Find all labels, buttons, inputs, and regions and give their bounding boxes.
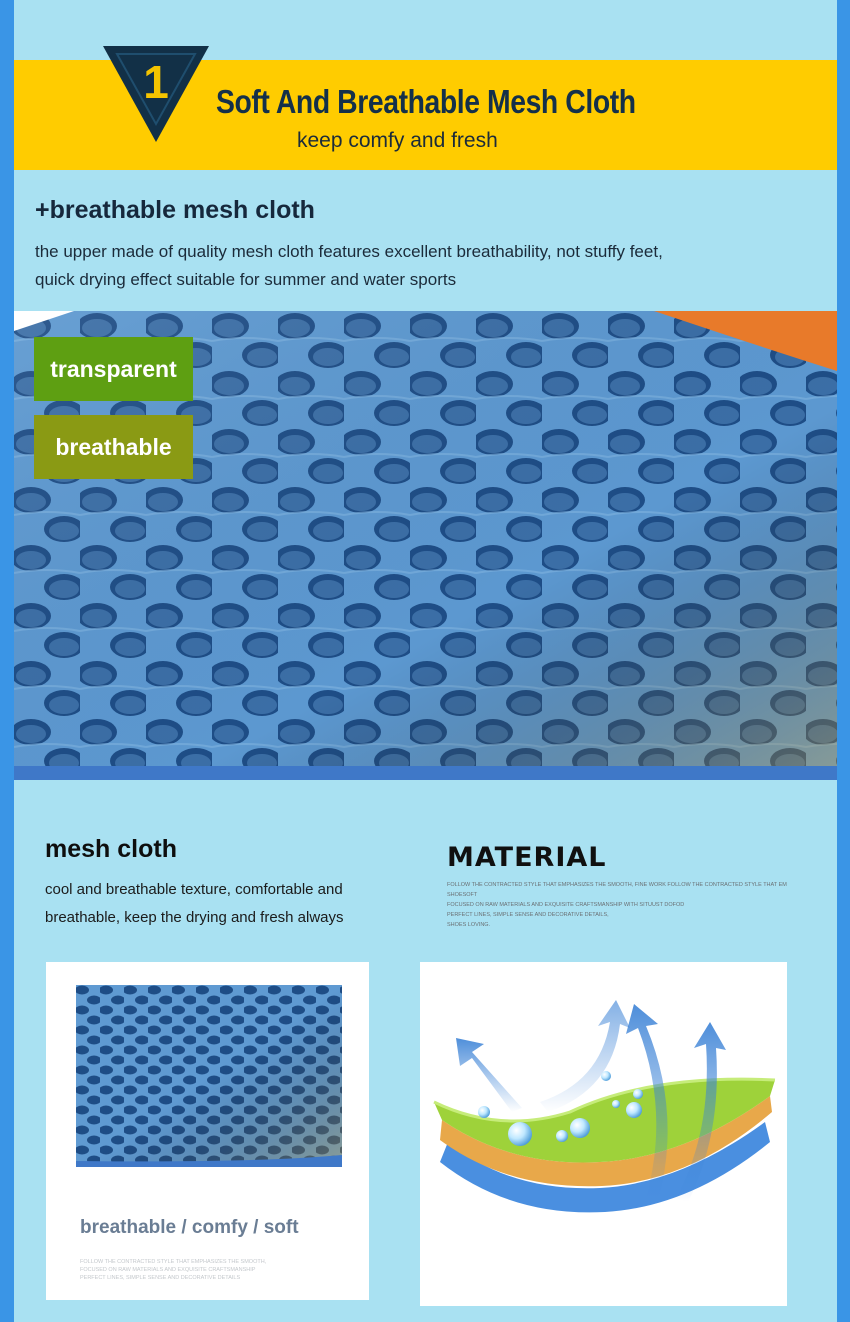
card-fine-print: [80, 1258, 340, 1282]
tag-transparent: transparent: [34, 337, 193, 401]
mesh-detail-image: [76, 985, 342, 1167]
banner-title: Soft And Breathable Mesh Cloth: [216, 83, 636, 120]
mesh-cloth-description: [45, 876, 385, 932]
fine-print-line: FOLLOW THE CONTRACTED STYLE THAT EMPHASIZES THE SMOOTH,: [80, 1259, 267, 1265]
description-line: cool and breathable texture, comfortable and: [45, 881, 343, 898]
card-caption: breathable / comfy / soft: [80, 1217, 299, 1238]
number-badge-icon: [103, 46, 209, 142]
description-line: quick drying effect suitable for summer and water sports: [35, 270, 457, 289]
description-line: the upper made of quality mesh cloth features excellent breathability, not stuffy feet,: [35, 242, 663, 261]
badge-number: 1: [143, 56, 169, 108]
breathable-layers-icon: [420, 962, 787, 1306]
section-description: [35, 238, 815, 294]
banner-subtitle: keep comfy and fresh: [297, 129, 498, 152]
fine-print-line: FOLLOW THE CONTRACTED STYLE THAT EMPHASIZES THE SMOOTH, FINE WORK FOLLOW THE CONTRACTED STYLE THAT EM SHOESOFT: [447, 882, 787, 898]
material-fine-print: [447, 880, 817, 930]
mesh-detail-card: [46, 962, 369, 1300]
description-line: breathable, keep the drying and fresh always: [45, 909, 344, 926]
material-title: MATERIAL: [447, 842, 607, 873]
fine-print-line: PERFECT LINES, SIMPLE SENSE AND DECORATIVE DETAILS: [80, 1275, 241, 1281]
section-title: +breathable mesh cloth: [35, 196, 315, 224]
material-layers-card: [420, 962, 787, 1306]
mesh-cloth-title: mesh cloth: [45, 835, 177, 863]
fine-print-line: PERFECT LINES, SIMPLE SENSE AND DECORATIVE DETAILS,: [447, 912, 609, 918]
fine-print-line: FOCUSED ON RAW MATERIALS AND EXQUISITE CRAFTSMANSHIP WITH SITUUST DOFOD: [447, 902, 685, 908]
tag-breathable: breathable: [34, 415, 193, 479]
fine-print-line: SHOES LOVING.: [447, 922, 491, 928]
fine-print-line: FOCUSED ON RAW MATERIALS AND EXQUISITE CRAFTSMANSHIP: [80, 1267, 256, 1273]
